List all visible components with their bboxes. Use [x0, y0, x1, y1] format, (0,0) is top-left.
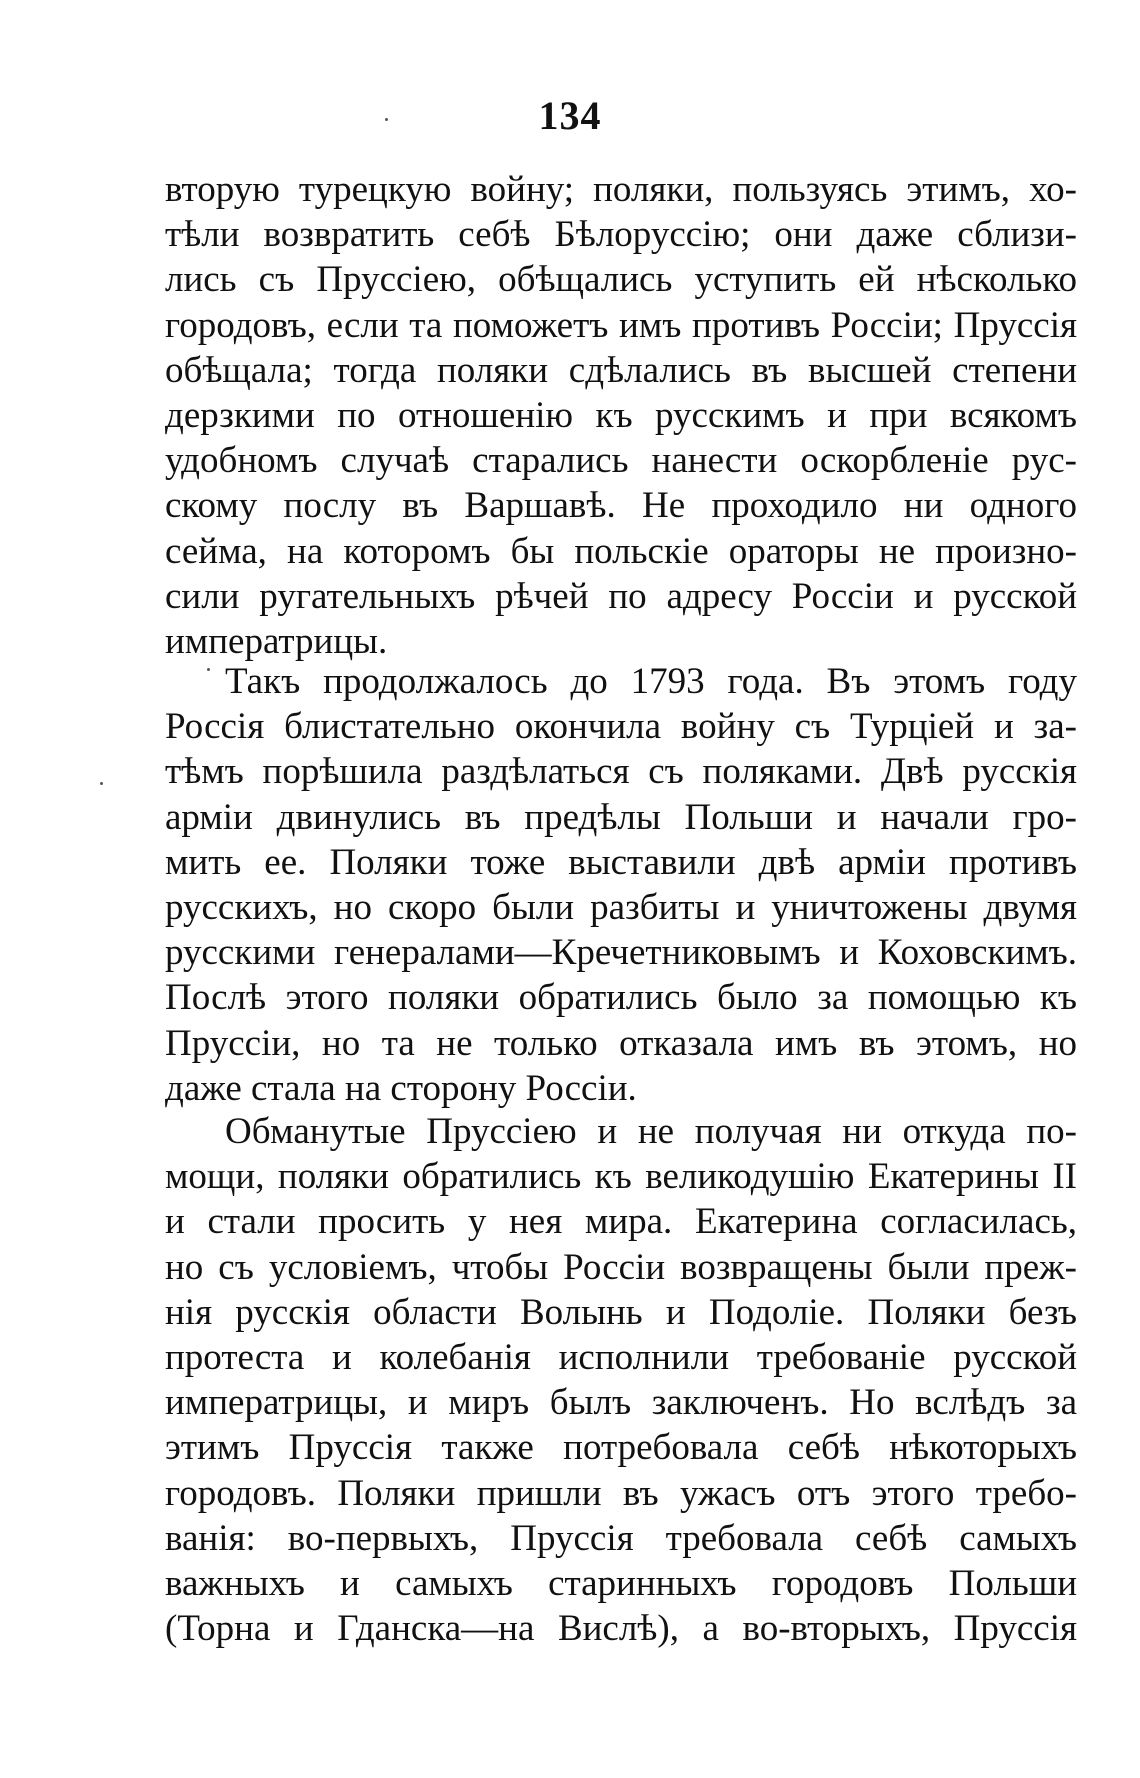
text-line: этимъ Пруссія также потребовала себѣ нѣкоторыхъ — [165, 1427, 1077, 1469]
text-line: но съ условіемъ, чтобы Россіи возвращены были преж- — [165, 1246, 1077, 1288]
text-line: тѣли возвратить себѣ Бѣлоруссію; они даже сблизи- — [165, 214, 1077, 256]
text-line: лись съ Пруссіею, обѣщались уступить ей нѣсколько — [165, 259, 1077, 301]
text-line: Пруссіи, но та не только отказала имъ въ этомъ, но — [165, 1022, 1077, 1064]
text-line: городовъ, если та поможетъ имъ противъ Россіи; Пруссія — [165, 304, 1077, 346]
print-speck — [100, 782, 103, 785]
text-line: императрицы. — [165, 620, 388, 662]
text-line: дерзкими по отношенію къ русскимъ и при всякомъ — [165, 394, 1077, 436]
text-line: Послѣ этого поляки обратились было за помощью къ — [165, 977, 1077, 1019]
text-line: тѣмъ порѣшила раздѣлаться съ поляками. Двѣ русскія — [165, 751, 1077, 793]
text-line: протеста и колебанія исполнили требованіе русской — [165, 1336, 1077, 1378]
text-line: городовъ. Поляки пришли въ ужасъ отъ этого требо- — [165, 1472, 1077, 1514]
text-line: сили ругательныхъ рѣчей по адресу Россіи и русской — [165, 575, 1077, 617]
text-line: и стали просить у нея мира. Екатерина согласилась, — [165, 1201, 1077, 1243]
page-number: 134 — [538, 93, 602, 138]
text-line: даже стала на сторону Россіи. — [165, 1067, 637, 1109]
paragraph-2 — [165, 659, 1077, 1111]
text-line: русскихъ, но скоро были разбиты и уничтожены двумя — [165, 886, 1077, 928]
text-line: сейма, на которомъ бы польскіе ораторы не произно- — [165, 530, 1077, 572]
text-line: удобномъ случаѣ старались нанести оскорбленіе рус- — [165, 440, 1077, 482]
text-line: Обманутые Пруссіею и не получая ни откуда по- — [225, 1111, 1077, 1152]
text-line: мощи, поляки обратились къ великодушію Екатерины II — [165, 1156, 1077, 1198]
text-line: нія русскія области Волынь и Подоліе. Поляки безъ — [165, 1291, 1077, 1333]
text-line: вторую турецкую войну; поляки, пользуясь этимъ, хо- — [165, 169, 1077, 210]
text-line: обѣщала; тогда поляки сдѣлались въ высшей степени — [165, 349, 1077, 391]
text-line: русскими генералами—Кречетниковымъ и Коховскимъ. — [165, 932, 1077, 974]
text-line: арміи двинулись въ предѣлы Польши и начали гро- — [165, 796, 1077, 838]
paragraph-1 — [165, 167, 1077, 664]
text-line: Россія блистательно окончила войну съ Турціей и за- — [165, 706, 1077, 748]
text-line: ванія: во-первыхъ, Пруссія требовала себѣ самыхъ — [165, 1517, 1077, 1559]
text-line: Такъ продолжалось до 1793 года. Въ этомъ году — [225, 661, 1077, 702]
text-line: важныхъ и самыхъ старинныхъ городовъ Польши — [165, 1562, 1077, 1604]
print-speck — [385, 118, 388, 121]
text-line: (Торна и Гданска—на Вислѣ), а во-вторыхъ, Пруссія — [165, 1608, 1077, 1650]
text-line: императрицы, и миръ былъ заключенъ. Но вслѣдъ за — [165, 1382, 1077, 1424]
text-line: скому послу въ Варшавѣ. Не проходило ни одного — [165, 485, 1077, 527]
paragraph-3 — [165, 1109, 1077, 1651]
text-line: мить ее. Поляки тоже выставили двѣ арміи противъ — [165, 841, 1077, 883]
